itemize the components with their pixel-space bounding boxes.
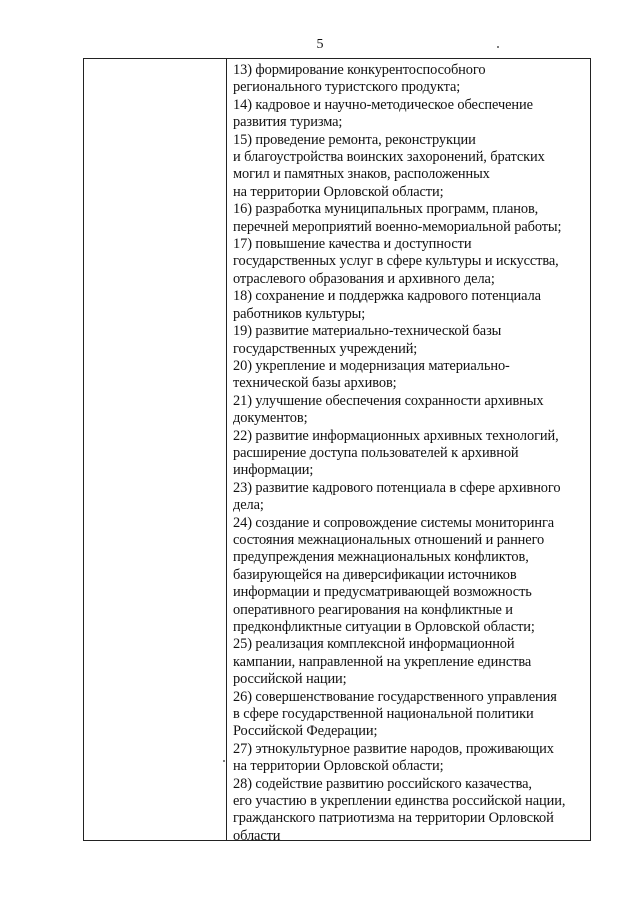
text-line: 17) повышение качества и доступности [233,236,472,253]
text-line: перечней мероприятий военно-мемориальной работы; [233,218,562,235]
text-line: могил и памятных знаков, расположенных [233,166,490,183]
text-line: 13) формирование конкурентоспособного [233,62,486,78]
text-line: оперативного реагирования на конфликтные и [233,601,513,618]
text-line: гражданского патриотизма на территории Орловской [233,810,554,827]
text-line: предконфликтные ситуации в Орловской области; [233,619,535,635]
text-line: документов; [233,410,308,427]
text-line: информации; [233,462,314,479]
text-line: 27) этнокультурное развитие народов, проживающих [233,740,554,757]
text-line: регионального туристского продукта; [233,79,461,96]
text-line: 18) сохранение и поддержка кадрового потенциала [233,288,541,305]
text-line: 15) проведение ремонта, реконструкции [233,131,476,148]
text-line: кампании, направленной на укрепление единства [233,653,532,670]
scan-speck [223,760,225,762]
text-line: 20) укрепление и модернизация материально- [233,357,510,374]
text-line: отраслевого образования и архивного дела; [233,270,495,287]
text-line: развития туризма; [233,114,343,131]
text-line: 22) развитие информационных архивных технологий, [233,427,559,444]
text-line: на территории Орловской области; [233,183,444,200]
text-line: 16) разработка муниципальных программ, планов, [233,201,539,218]
text-line: государственных услуг в сфере культуры и искусства, [233,253,559,270]
text-line: технической базы архивов; [233,375,397,392]
page-number: 5 [316,37,324,52]
text-line: российской нации; [233,671,347,688]
text-line: Российской Федерации; [233,723,378,740]
text-line: 26) совершенствование государственного управления [233,688,557,705]
document-table [83,58,591,844]
column-divider [226,59,227,840]
text-line: в сфере государственной национальной политики [233,706,534,723]
text-line: государственных учреждений; [233,340,418,357]
text-line: 19) развитие материально-технической базы [233,323,502,340]
text-line: информации и предусматривающей возможность [233,584,532,601]
scan-speck [497,46,499,48]
text-line: базирующейся на диверсификации источников [233,566,517,583]
text-line: 28) содействие развитию российского казачества, [233,775,532,792]
table-cell-activities [233,62,589,845]
text-line: 23) развитие кадрового потенциала в сфере архивного [233,479,561,496]
text-line: работников культуры; [233,305,366,322]
text-line: состояния межнациональных отношений и раннего [233,531,545,548]
text-line: расширение доступа пользователей к архивной [233,444,519,461]
text-line: 25) реализация комплексной информационной [233,636,515,653]
text-line: 24) создание и сопровождение системы мониторинга [233,514,555,531]
text-line: на территории Орловской области; [233,758,444,775]
text-line: его участию в укреплении единства российской нации, [233,793,566,810]
text-line: и благоустройства воинских захоронений, братских [233,149,545,166]
text-line: дела; [233,497,264,514]
text-line: 21) улучшение обеспечения сохранности архивных [233,392,544,409]
text-line: 14) кадровое и научно-методическое обеспечение [233,96,533,113]
text-line: области [233,827,281,844]
text-line: предупреждения межнациональных конфликтов, [233,549,529,566]
